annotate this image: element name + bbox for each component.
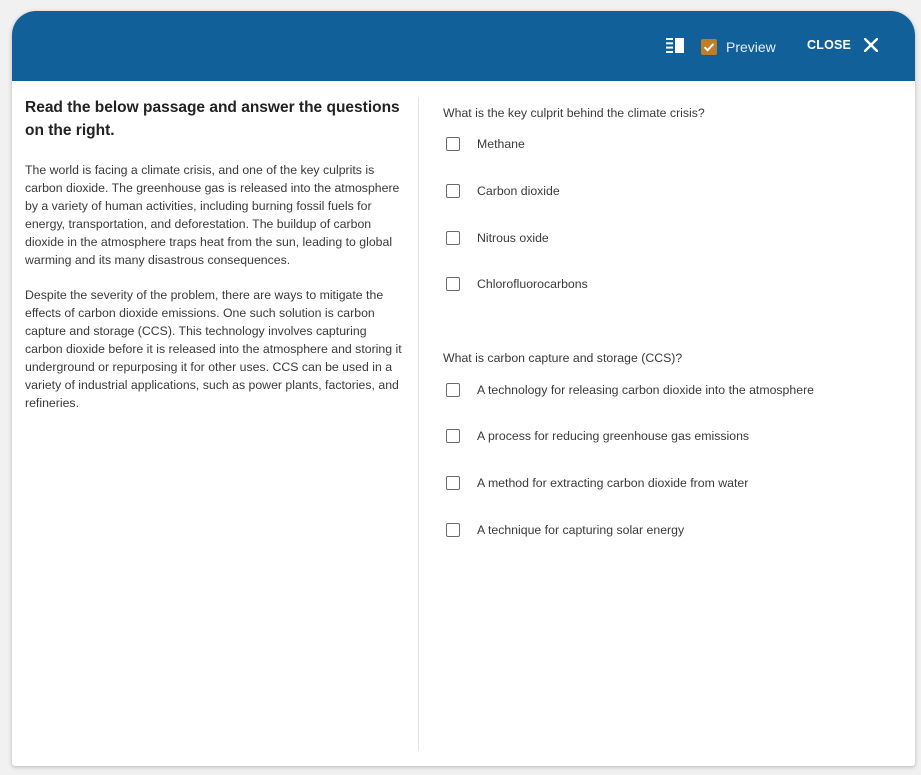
layout-columns-icon[interactable] (666, 38, 684, 53)
option-nitrous-oxide[interactable] (446, 231, 886, 251)
option-label: Nitrous oxide (477, 231, 549, 245)
option-label: Chlorofluorocarbons (477, 277, 588, 291)
option-extracting-co2[interactable] (446, 476, 886, 496)
option-checkbox[interactable] (446, 184, 460, 198)
option-releasing-co2[interactable] (446, 383, 886, 403)
option-checkbox[interactable] (446, 429, 460, 443)
question-1 (443, 105, 903, 291)
option-label: A technique for capturing solar energy (477, 523, 685, 537)
option-checkbox[interactable] (446, 231, 460, 245)
option-checkbox[interactable] (446, 383, 460, 397)
option-label: Carbon dioxide (477, 184, 560, 198)
check-icon (703, 41, 715, 53)
preview-checkbox[interactable] (701, 39, 717, 55)
option-label: A process for reducing greenhouse gas emissions (477, 429, 750, 443)
option-checkbox[interactable] (446, 523, 460, 537)
panel-divider (418, 97, 419, 751)
passage-title: Read the below passage and answer the questions on the right. (25, 99, 400, 139)
quiz-modal (12, 11, 915, 766)
option-checkbox[interactable] (446, 476, 460, 490)
option-carbon-dioxide[interactable] (446, 184, 886, 204)
option-checkbox[interactable] (446, 277, 460, 291)
passage-paragraph: The world is facing a climate crisis, and one of the key culprits is carbon dioxide. The greenhouse gas is released into the atmosphere by a variety of human activities, including burning fossil fuels for energy, transportation, and deforestation. The buildup of carbon dioxide in the atmosphere traps heat from the sun, leading to global warming and its many disastrous consequences. (25, 163, 400, 267)
close-icon[interactable] (864, 38, 878, 52)
option-label: Methane (477, 137, 525, 151)
option-checkbox[interactable] (446, 137, 460, 151)
close-button[interactable]: CLOSE (807, 38, 852, 52)
preview-label: Preview (726, 39, 776, 55)
option-reducing-emissions[interactable] (446, 429, 886, 449)
option-label: A method for extracting carbon dioxide from water (477, 476, 749, 490)
question-text: What is the key culprit behind the climate crisis? (443, 106, 705, 120)
option-methane[interactable] (446, 137, 886, 157)
passage-panel (25, 96, 407, 413)
question-2 (443, 350, 903, 537)
question-text: What is carbon capture and storage (CCS)? (443, 351, 683, 365)
option-solar-energy[interactable] (446, 523, 886, 543)
passage-paragraph: Despite the severity of the problem, there are ways to mitigate the effects of carbon dioxide emissions. One such solution is carbon capture and storage (CCS). This technology involves capturing carbon dioxide before it is released into the atmosphere and storing it underground or repurposing it for other uses. CCS can be used in a variety of industrial applications, such as power plants, factories, and refineries. (25, 288, 402, 410)
option-label: A technology for releasing carbon dioxide into the atmosphere (477, 383, 815, 397)
option-chlorofluorocarbons[interactable] (446, 277, 886, 297)
modal-header (12, 11, 915, 81)
